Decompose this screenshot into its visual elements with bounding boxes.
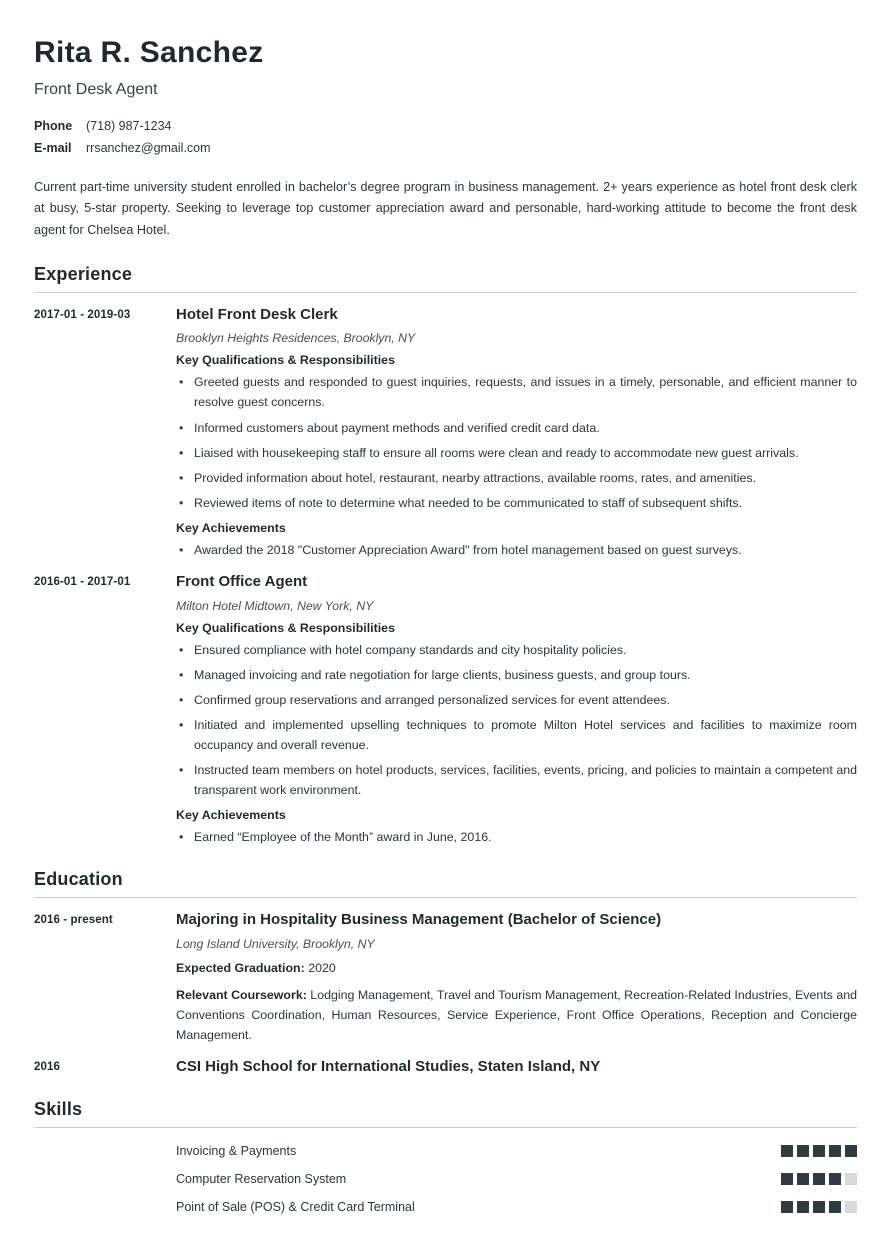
contact-row-email bbox=[34, 141, 857, 155]
section-title-experience: Experience bbox=[34, 264, 857, 293]
skill-rating bbox=[781, 1201, 857, 1213]
experience-entry bbox=[34, 560, 857, 847]
experience-entry-subtitle: Brooklyn Heights Residences, Brooklyn, NY bbox=[176, 331, 416, 346]
experience-entry-body bbox=[176, 305, 857, 560]
skill-level-square bbox=[829, 1145, 841, 1157]
experience-entry-date: 2016-01 - 2017-01 bbox=[34, 576, 131, 588]
experience-entry-subtitle: Milton Hotel Midtown, New York, NY bbox=[176, 598, 374, 613]
education-graduation-value: 2020 bbox=[308, 960, 336, 975]
education-entry-subtitle: Long Island University, Brooklyn, NY bbox=[176, 936, 375, 951]
professional-summary: Current part-time university student enrolled in bachelor’s degree program in business management. 2+ years experience as hotel front desk clerk at busy, 5-star property. Seeking to leverage top customer appreciation award and personable, hard-working attitude to become the front desk agent for Chelsea Hotel. bbox=[34, 179, 857, 238]
skill-level-square bbox=[845, 1145, 857, 1157]
skill-rating bbox=[781, 1145, 857, 1157]
skill-rating bbox=[781, 1173, 857, 1185]
education-entry-body bbox=[176, 910, 857, 1045]
contact-value-phone: (718) 987-1234 bbox=[86, 118, 172, 133]
experience-qualifications-heading: Key Qualifications & Responsibilities bbox=[176, 620, 395, 635]
skill-row bbox=[34, 1186, 857, 1214]
experience-entry-body bbox=[176, 572, 857, 847]
experience-achievements-heading: Key Achievements bbox=[176, 520, 286, 535]
skill-row bbox=[34, 1130, 857, 1158]
education-entry-body bbox=[176, 1057, 857, 1077]
skill-name: Point of Sale (POS) & Credit Card Terminal bbox=[176, 1199, 415, 1214]
skill-name: Computer Reservation System bbox=[176, 1171, 347, 1186]
contact-value-email: rrsanchez@gmail.com bbox=[86, 140, 211, 155]
contact-details bbox=[34, 119, 857, 155]
contact-label-email: E-mail bbox=[34, 140, 72, 155]
skill-level-square bbox=[845, 1173, 857, 1185]
skill-level-square bbox=[797, 1145, 809, 1157]
skill-name: Invoicing & Payments bbox=[176, 1143, 297, 1158]
education-entry bbox=[34, 898, 857, 1045]
list-item: • Greeted guests and responded to guest inquiries, requests, and issues in a timely, personable, and efficient manner to resolve guest concerns. bbox=[176, 372, 857, 412]
contact-row-phone bbox=[34, 119, 857, 133]
candidate-job-title: Front Desk Agent bbox=[34, 80, 158, 98]
list-item: • Confirmed group reservations and arranged personalized services for event attendees. bbox=[176, 690, 857, 710]
list-item: • Earned “Employee of the Month” award in June, 2016. bbox=[176, 827, 857, 847]
section-education bbox=[34, 869, 857, 1076]
list-item: • Instructed team members on hotel products, services, facilities, events, pricing, and policies to maintain a competent and transparent work environment. bbox=[176, 760, 857, 800]
education-coursework-label: Relevant Coursework: bbox=[176, 987, 307, 1002]
skill-level-square bbox=[781, 1201, 793, 1213]
skill-level-square bbox=[829, 1173, 841, 1185]
skill-level-square bbox=[813, 1145, 825, 1157]
list-item: • Ensured compliance with hotel company standards and city hospitality policies. bbox=[176, 640, 857, 660]
list-item: • Provided information about hotel, restaurant, nearby attractions, available rooms, rates, and amenities. bbox=[176, 468, 857, 488]
skill-level-square bbox=[813, 1173, 825, 1185]
list-item: • Reviewed items of note to determine what needed to be communicated to staff of subsequent shifts. bbox=[176, 493, 857, 513]
skill-level-square bbox=[813, 1201, 825, 1213]
experience-qualifications-list bbox=[176, 372, 857, 513]
skill-row bbox=[34, 1158, 857, 1186]
education-entry-date: 2016 - present bbox=[34, 914, 113, 927]
candidate-name: Rita R. Sanchez bbox=[34, 36, 264, 69]
education-entry-date: 2016 bbox=[34, 1061, 60, 1074]
list-item: • Managed invoicing and rate negotiation for large clients, business guests, and group tours. bbox=[176, 665, 857, 685]
experience-entry-title: Hotel Front Desk Clerk bbox=[176, 305, 338, 323]
education-coursework-value: Lodging Management, Travel and Tourism Management, Recreation-Related Industries, Events and Conventions Coordination, Human Resources, Service Experience, Front Office Operations, Reception and Concierge Management. bbox=[176, 987, 857, 1043]
skill-level-square bbox=[797, 1201, 809, 1213]
education-coursework-line bbox=[176, 985, 857, 1045]
skill-level-square bbox=[781, 1173, 793, 1185]
list-item: • Informed customers about payment methods and verified credit card data. bbox=[176, 418, 857, 438]
list-item: • Liaised with housekeeping staff to ensure all rooms were clean and ready to accommodate new guest arrivals. bbox=[176, 443, 857, 463]
experience-achievements-list bbox=[176, 540, 857, 560]
experience-qualifications-list bbox=[176, 640, 857, 801]
education-graduation-line bbox=[176, 958, 857, 978]
skill-level-square bbox=[781, 1145, 793, 1157]
section-title-skills: Skills bbox=[34, 1099, 857, 1128]
resume-header bbox=[34, 36, 857, 155]
skill-level-square bbox=[829, 1201, 841, 1213]
list-item: • Awarded the 2018 "Customer Appreciation Award" from hotel management based on guest surveys. bbox=[176, 540, 857, 560]
contact-label-phone: Phone bbox=[34, 118, 73, 133]
section-skills bbox=[34, 1099, 857, 1214]
experience-achievements-heading: Key Achievements bbox=[176, 808, 286, 823]
list-item: • Initiated and implemented upselling techniques to promote Milton Hotel services and facilities to maximize room occupancy and overall revenue. bbox=[176, 715, 857, 755]
education-entry bbox=[34, 1045, 857, 1077]
education-entry-title: CSI High School for International Studies, Staten Island, NY bbox=[176, 1058, 601, 1076]
section-experience bbox=[34, 264, 857, 847]
experience-qualifications-heading: Key Qualifications & Responsibilities bbox=[176, 353, 395, 368]
skill-level-square bbox=[797, 1173, 809, 1185]
education-graduation-label: Expected Graduation: bbox=[176, 960, 305, 975]
experience-entry-title: Front Office Agent bbox=[176, 573, 308, 590]
section-title-education: Education bbox=[34, 869, 857, 898]
experience-entry-date: 2017-01 - 2019-03 bbox=[34, 308, 131, 321]
experience-achievements-list bbox=[176, 827, 857, 847]
education-entry-title: Majoring in Hospitality Business Management (Bachelor of Science) bbox=[176, 911, 662, 929]
skill-level-square bbox=[845, 1201, 857, 1213]
experience-entry bbox=[34, 293, 857, 560]
